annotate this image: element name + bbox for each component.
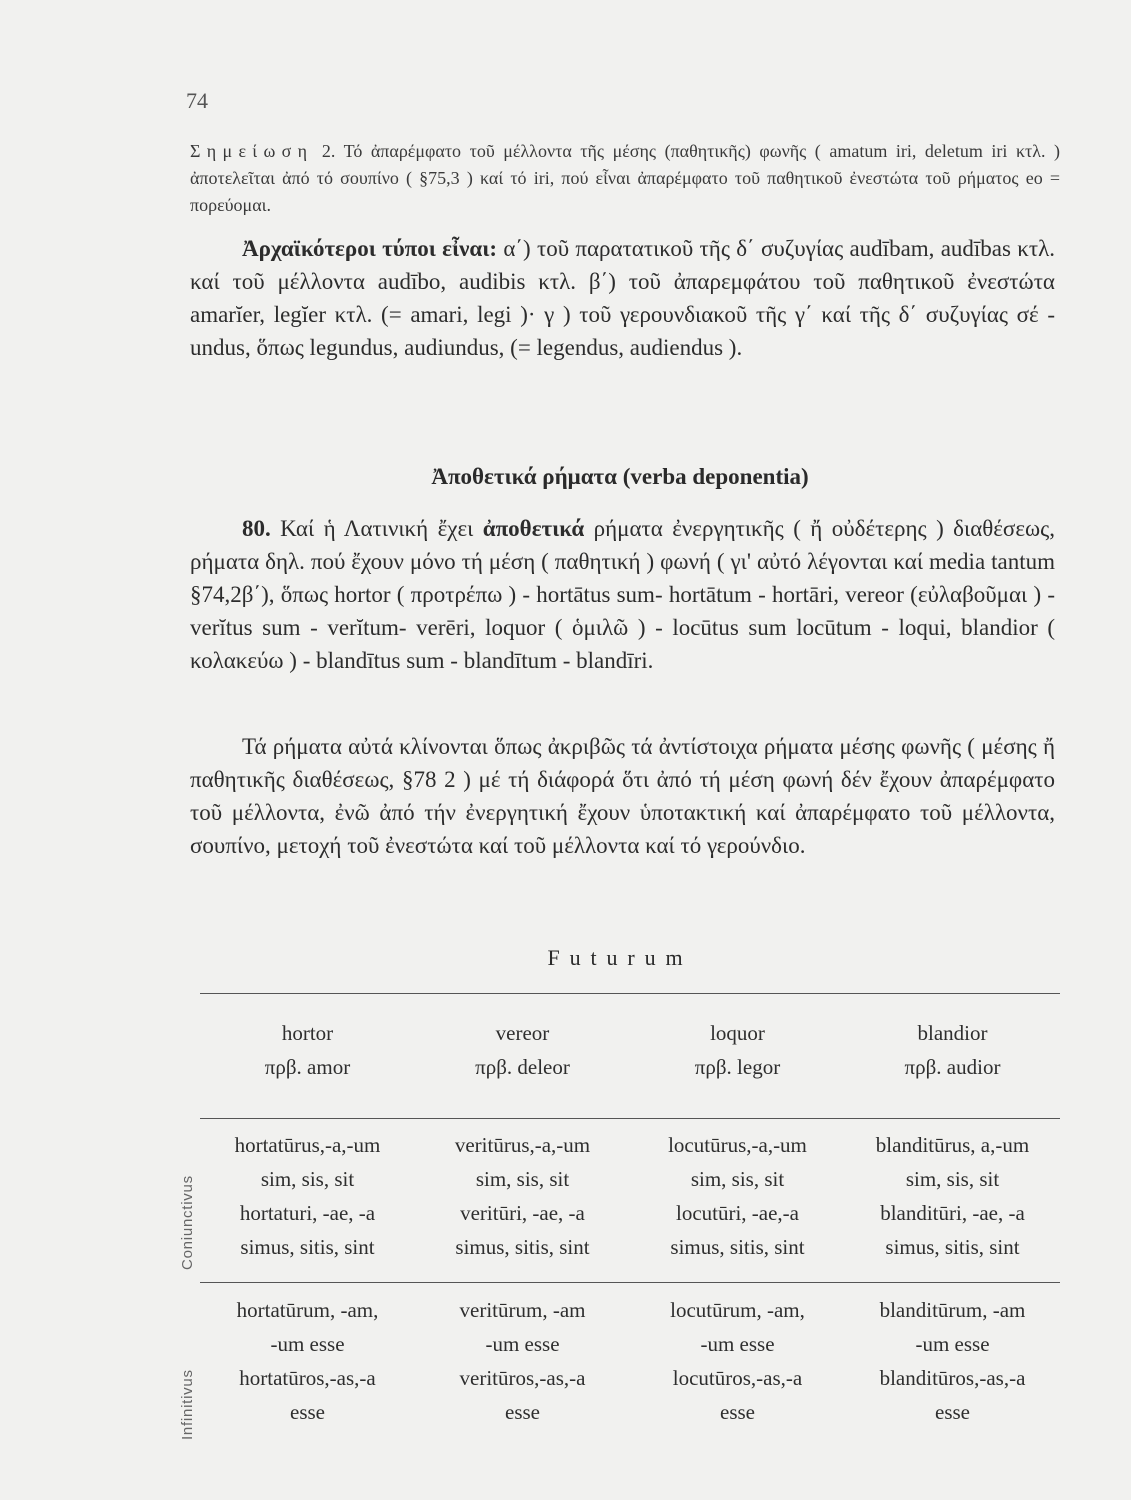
coniunctivus-cell — [415, 1128, 630, 1264]
form-line: hortaturi, -ae, -a — [239, 1201, 376, 1225]
form-line: locutūrum, -am, — [670, 1298, 805, 1322]
form-line: blanditūrum, -am — [879, 1298, 1026, 1322]
archaic-forms-paragraph — [190, 232, 1055, 364]
form-line: hortatūrus,-a,-um — [234, 1133, 381, 1157]
infinitivus-cell — [630, 1293, 845, 1429]
coniunctivus-cell — [630, 1128, 845, 1264]
infinitivus-cell — [200, 1293, 415, 1429]
verb-name: vereor — [495, 1021, 550, 1045]
coniunctivus-cell — [845, 1128, 1060, 1264]
form-line: simus, sitis, sint — [240, 1235, 375, 1259]
verb-compare: πρβ. audior — [904, 1055, 1001, 1079]
form-line: veritūrus,-a,-um — [454, 1133, 591, 1157]
table-rule-bottom — [200, 1282, 1060, 1283]
form-line: simus, sitis, sint — [885, 1235, 1020, 1259]
form-line: blanditūri, -ae, -a — [880, 1201, 1025, 1225]
form-line: hortatūrum, -am, — [236, 1298, 379, 1322]
form-line: esse — [505, 1400, 540, 1424]
form-line: -um esse — [485, 1332, 560, 1356]
page-number: 74 — [186, 88, 208, 113]
verb-compare: πρβ. amor — [264, 1055, 351, 1079]
form-line: sim, sis, sit — [475, 1167, 570, 1191]
coniunctivus-row — [200, 1128, 1060, 1264]
header-cell — [415, 1016, 630, 1084]
note-number: 2 — [321, 141, 331, 161]
paragraph-80-text-a: Καί ἡ Λατινική ἔχει — [270, 516, 483, 541]
infinitivus-cell — [845, 1293, 1060, 1429]
table-title: Futurum — [547, 945, 693, 970]
form-line: -um esse — [700, 1332, 775, 1356]
form-line: blanditūrus, a,-um — [875, 1133, 1030, 1157]
conjugation-paragraph: Τά ρήματα αὐτά κλίνονται ὅπως ἀκριβῶς τά ἀντίστοιχα ρήματα μέσης φωνῆς ( μέσης ἤ παθητικῆς διαθέσεως, §78 2 ) μέ τή διάφορά ὅτι ἀπό τή μέση φωνή δέν ἔχουν ἀπαρέμφατο τοῦ μέλλοντα, ἐνῶ ἀπό τήν ἐνεργητική ἔχουν ὑποτακτική καί ἀπαρέμφατο τοῦ μέλλοντα, σουπίνο, μετοχή τοῦ ἐνεστώτα καί τοῦ μέλλοντα καί τό γερούνδιο. — [190, 734, 1055, 858]
paragraph-80-bold-word: ἀποθετικά — [482, 516, 585, 541]
table-rule-middle — [200, 1118, 1060, 1119]
table-header-row — [200, 1016, 1060, 1084]
infinitivus-cell — [415, 1293, 630, 1429]
note-label: Σημείωση — [190, 141, 314, 161]
form-line: hortatūros,-as,-a — [239, 1366, 376, 1390]
form-line: locutūrus,-a,-um — [668, 1133, 807, 1157]
form-line: veritūrum, -am — [459, 1298, 586, 1322]
note-text: . Τό ἀπαρέμφατο τοῦ μέλλοντα τῆς μέσης (παθητικῆς) φωνῆς ( amatum iri, deletum iri κτλ. ) ἀποτελεῖται ἀπό τό σουπίνο ( §75,3 ) καί τό iri, πού εἶναι ἀπαρέμφατο τοῦ παθητικοῦ ἐνεστώτα τοῦ ρήματος eo = πορεύομαι. — [190, 141, 1060, 215]
paragraph-80 — [190, 512, 1055, 677]
form-line: sim, sis, sit — [690, 1167, 785, 1191]
archaic-text: α΄) τοῦ παρατατικοῦ τῆς δ΄ συζυγίας audībam, audības κτλ. καί τοῦ μέλλοντα audībo, audibis κτλ. β΄) τοῦ ἀπαρεμφάτου τοῦ παθητικοῦ ἐνεστώτα amarĭer, legĭer κτλ. (= amari, legi )· γ ) τοῦ γερουνδιακοῦ τῆς γ΄ καί τῆς δ΄ συζυγίας σέ -undus, ὅπως legundus, audiundus, (= legendus, audiendus ). — [190, 236, 1055, 360]
form-line: sim, sis, sit — [260, 1167, 355, 1191]
form-line: esse — [720, 1400, 755, 1424]
form-line: simus, sitis, sint — [455, 1235, 590, 1259]
paragraph-80-text-b: ρήματα ἐνεργητικῆς ( ἤ οὐδέτερης ) διαθέσεως, ρήματα δηλ. πού ἔχουν μόνο τή μέση ( παθητική ) φωνή ( γι' αὐτό λέγονται καί media tantum §74,2β΄), ὅπως hortor ( προτρέπω ) - hortātus sum- hortātum - hortāri, vereor (εὐλαβοῦμαι ) - verĭtus sum - verĭtum- verēri, loquor ( ὁμιλῶ ) - locūtus sum locūtum - loqui, blandior ( κολακεύω ) - blandītus sum - blandītum - blandīri. — [190, 516, 1055, 673]
form-line: -um esse — [270, 1332, 345, 1356]
infinitivus-row — [200, 1293, 1060, 1429]
coniunctivus-label: Coniunctivus — [179, 1175, 196, 1270]
verb-compare: πρβ. legor — [694, 1055, 781, 1079]
form-line: veritūri, -ae, -a — [460, 1201, 585, 1225]
header-cell — [845, 1016, 1060, 1084]
table-rule-top — [200, 993, 1060, 994]
verb-name: blandior — [917, 1021, 988, 1045]
form-line: blanditūros,-as,-a — [879, 1366, 1026, 1390]
coniunctivus-cell — [200, 1128, 415, 1264]
form-line: esse — [935, 1400, 970, 1424]
note-paragraph — [190, 138, 1060, 219]
verb-compare: πρβ. deleor — [475, 1055, 570, 1079]
form-line: -um esse — [915, 1332, 990, 1356]
infinitivus-label: Infinitivus — [179, 1369, 196, 1440]
header-cell — [200, 1016, 415, 1084]
section-title: Ἀποθετικά ρήματα (verba deponentia) — [431, 464, 809, 489]
form-line: locutūri, -ae,-a — [675, 1201, 800, 1225]
paragraph-number: 80. — [242, 516, 271, 541]
form-line: esse — [290, 1400, 325, 1424]
verb-name: loquor — [710, 1021, 765, 1045]
header-cell — [630, 1016, 845, 1084]
form-line: sim, sis, sit — [905, 1167, 1000, 1191]
verb-name: hortor — [281, 1021, 334, 1045]
form-line: simus, sitis, sint — [670, 1235, 805, 1259]
form-line: veritūros,-as,-a — [459, 1366, 586, 1390]
archaic-lead: Ἀρχαϊκότεροι τύποι εἶναι: — [242, 236, 498, 261]
form-line: locutūros,-as,-a — [672, 1366, 803, 1390]
